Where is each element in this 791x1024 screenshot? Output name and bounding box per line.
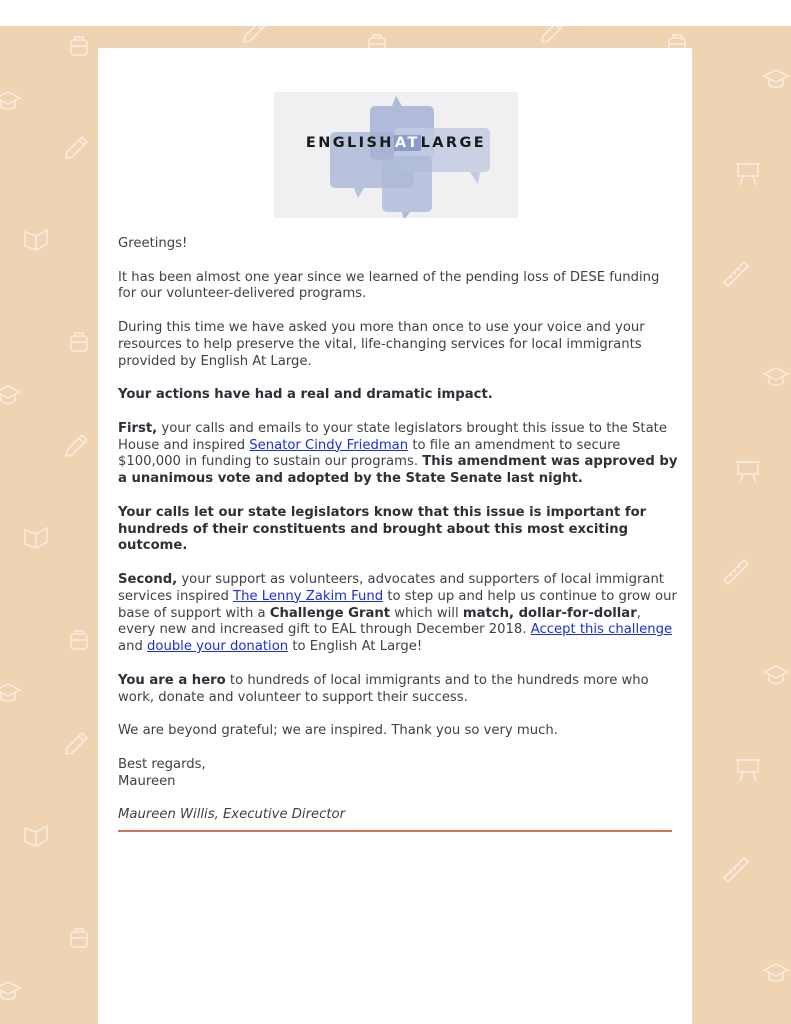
- paragraph-4: First, your calls and emails to your state legislators brought this issue to the State House and inspired Senator Cindy Friedman to file an amendment to secure $100,000 in funding to sustain our programs. This amendment was approved by a unanimous vote and adopted by the State Senate last night.: [118, 420, 678, 487]
- book-icon: [22, 822, 52, 848]
- lenny-zakim-fund-link[interactable]: The Lenny Zakim Fund: [233, 588, 384, 604]
- paragraph-2: During this time we have asked you more than once to use your voice and your resources to help preserve the vital, life-changing services for local immigrants provided by English At Large.: [118, 319, 645, 369]
- graduation-cap-icon: [762, 662, 790, 690]
- easel-icon: [734, 458, 762, 486]
- paragraph-6: Second, your support as volunteers, advocates and supporters of local immigrant services inspired The Lenny Zakim Fund to step up and help us continue to grow our base of support with a Challenge Grant which will match, dollar-for-dollar, every new and increased gift to EAL through December 2018. Accept this challenge and double your donation to English At Large!: [118, 571, 677, 655]
- school-bag-icon: [66, 626, 92, 652]
- double-donation-link[interactable]: double your donation: [147, 639, 289, 655]
- english-at-large-logo: [274, 92, 518, 218]
- ruler-icon: [720, 556, 752, 588]
- paragraph-7: You are a hero to hundreds of local immigrants and to the hundreds more who work, donate and volunteer to support their success.: [118, 672, 649, 705]
- pencil-icon: [62, 730, 90, 758]
- book-icon: [22, 226, 52, 252]
- easel-icon: [734, 756, 762, 784]
- school-bag-icon: [66, 328, 92, 354]
- senator-friedman-link[interactable]: Senator Cindy Friedman: [249, 437, 409, 453]
- paragraph-8: We are beyond grateful; we are inspired. Thank you so very much.: [118, 723, 558, 739]
- closing: Best regards, Maureen: [118, 756, 206, 789]
- pencil-icon: [62, 432, 90, 460]
- paragraph-5: Your calls let our state legislators know that this issue is important for hundreds of their constituents and brought about this most exciting outcome.: [118, 504, 647, 554]
- graduation-cap-icon: [762, 364, 790, 392]
- pencil-icon: [62, 134, 90, 162]
- signature: Maureen Willis, Executive Director: [118, 807, 346, 823]
- graduation-cap-icon: [762, 960, 790, 988]
- school-bag-icon: [66, 924, 92, 950]
- graduation-cap-icon: [0, 680, 22, 708]
- greeting: Greetings!: [118, 236, 188, 251]
- graduation-cap-icon: [762, 66, 790, 94]
- ruler-icon: [720, 854, 752, 886]
- logo-wordmark: ENGLISHATLARGE: [305, 135, 487, 151]
- easel-icon: [734, 160, 762, 188]
- letter-body: [118, 236, 678, 832]
- book-icon: [22, 524, 52, 550]
- school-bag-icon: [66, 32, 92, 58]
- pencil-icon: [240, 26, 268, 46]
- pencil-icon: [538, 26, 566, 46]
- letter-card: [98, 48, 692, 1024]
- graduation-cap-icon: [0, 88, 22, 116]
- speech-bubbles-graphic: [274, 92, 518, 218]
- divider: [118, 830, 672, 832]
- accept-challenge-link[interactable]: Accept this challenge: [530, 622, 673, 638]
- ruler-icon: [720, 258, 752, 290]
- paragraph-3: Your actions have had a real and dramatic impact.: [118, 387, 493, 403]
- paragraph-1: It has been almost one year since we learned of the pending loss of DESE funding for our volunteer-delivered programs.: [118, 269, 660, 302]
- graduation-cap-icon: [0, 978, 22, 1006]
- graduation-cap-icon: [0, 382, 22, 410]
